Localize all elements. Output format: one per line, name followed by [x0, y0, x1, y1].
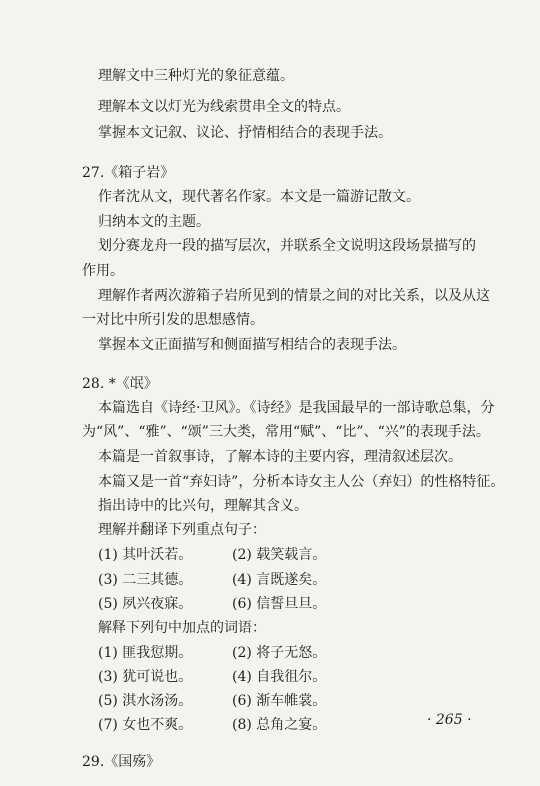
- word-item: (7) 女也不爽。: [98, 717, 193, 733]
- text-line: 解释下列句中加点的词语：: [98, 620, 266, 636]
- word-item: (2) 将子无怒。: [232, 645, 327, 661]
- sentence-item: (5) 夙兴夜寐。: [98, 596, 193, 612]
- sentence-item: (6) 信誓旦旦。: [232, 596, 327, 612]
- text-line: 理解文中三种灯光的象征意蕴。: [98, 68, 294, 84]
- text-line: 本篇又是一首“弃妇诗”，分析本诗女主人公（弃妇）的性格特征。: [98, 474, 505, 490]
- text-line: 理解并翻译下列重点句子：: [98, 522, 266, 538]
- text-line: 归纳本文的主题。: [98, 214, 210, 230]
- text-line: 掌握本文记叙、议论、抒情相结合的表现手法。: [98, 125, 392, 141]
- text-line: 一对比中所引发的思想感情。: [82, 312, 264, 328]
- text-line: 本篇选自《诗经·卫风》。《诗经》是我国最早的一部诗歌总集，分: [98, 400, 495, 416]
- text-line: 本篇是一首叙事诗，了解本诗的主要内容，理清叙述层次。: [98, 449, 462, 465]
- sentence-item: (1) 其叶沃若。: [98, 547, 193, 563]
- sentence-item: (2) 载笑载言。: [232, 547, 327, 563]
- text-line: 指出诗中的比兴句，理解其含义。: [98, 498, 308, 514]
- section-heading-27: 27.《箱子岩》: [82, 165, 175, 181]
- text-line: 划分赛龙舟一段的描写层次，并联系全文说明这段场景描写的: [98, 238, 476, 254]
- section-heading-29: 29.《国殇》: [82, 754, 161, 770]
- word-item: (5) 淇水汤汤。: [98, 693, 193, 709]
- word-item: (4) 自我徂尔。: [232, 669, 327, 685]
- text-line: 作用。: [82, 263, 124, 279]
- word-item: (3) 犹可说也。: [98, 669, 193, 685]
- text-line: 作者沈从文，现代著名作家。本文是一篇游记散文。: [98, 189, 420, 205]
- word-item: (6) 渐车帷裳。: [232, 693, 327, 709]
- sentence-item: (3) 二三其德。: [98, 572, 193, 588]
- sentence-item: (4) 言既遂矣。: [232, 572, 327, 588]
- word-item: (1) 匪我愆期。: [98, 645, 193, 661]
- text-line: 理解本文以灯光为线索贯串全文的特点。: [98, 99, 350, 115]
- word-item: (8) 总角之宴。: [232, 717, 327, 733]
- section-heading-28: 28. *《氓》: [82, 376, 158, 392]
- text-line: 理解作者两次游箱子岩所见到的情景之间的对比关系，以及从这: [98, 288, 490, 304]
- text-line: 为“风”、“雅”、“颂”三大类，常用“赋”、“比”、“兴”的表现手法。: [82, 424, 490, 440]
- page-number: · 265 ·: [427, 712, 472, 728]
- text-line: 掌握本文正面描写和侧面描写相结合的表现手法。: [98, 337, 406, 353]
